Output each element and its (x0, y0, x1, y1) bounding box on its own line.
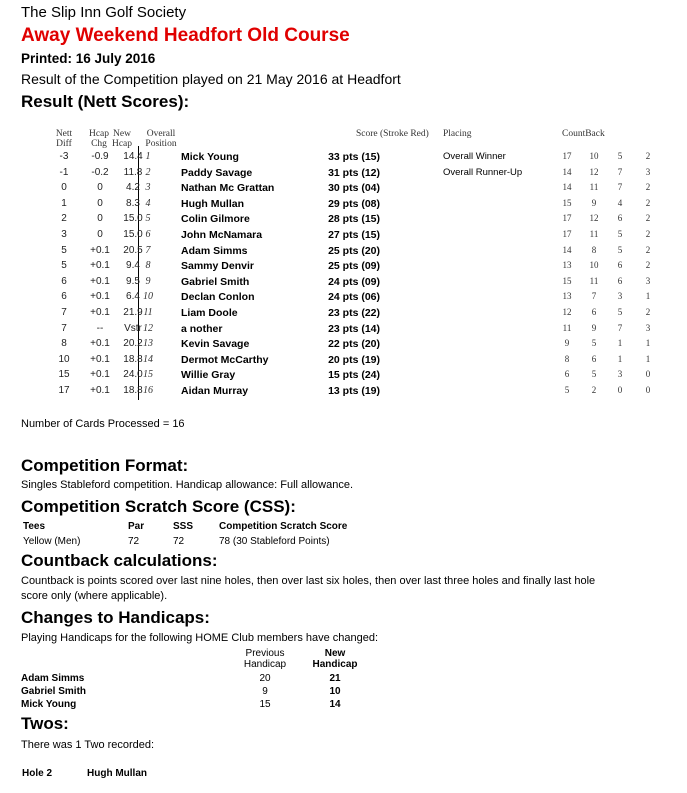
overall-position: 13 (143, 338, 153, 350)
competition-result-line: Result of the Competition played on 21 May 2016 at Headfort (21, 71, 401, 87)
result-row (0, 151, 687, 167)
new-hcap: 18.8 (123, 385, 143, 396)
nett-diff: 7 (61, 322, 67, 334)
score: 22 pts (20) (328, 338, 380, 351)
nett-diff: 10 (58, 353, 70, 365)
countback-1: 2 (645, 151, 651, 161)
result-row (0, 385, 687, 401)
nett-diff: 5 (61, 244, 67, 256)
player-name: a nother (181, 322, 223, 335)
score: 31 pts (12) (328, 166, 380, 179)
hcap-chg: +0.1 (90, 307, 110, 318)
result-row (0, 167, 687, 183)
score: 23 pts (22) (328, 307, 380, 319)
col-overall-position-line2: Position (145, 139, 177, 149)
countback-3: 6 (617, 275, 623, 286)
new-hcap: 14.4 (123, 151, 143, 162)
handicap-row-previous: 15 (259, 699, 271, 710)
css-header-sss: SSS (173, 521, 194, 532)
col-placing: Placing (443, 129, 472, 139)
css-scratch-score-value: 78 (30 Stableford Points) (219, 536, 330, 547)
overall-position: 2 (145, 166, 151, 178)
countback-3: 4 (617, 197, 623, 208)
css-par-value: 72 (128, 536, 140, 547)
result-row (0, 182, 687, 198)
countback-9: 8 (564, 353, 570, 364)
new-hcap: 21.9 (123, 307, 143, 318)
countback-1: 2 (645, 244, 651, 255)
score: 33 pts (15) (328, 151, 380, 163)
countback-3: 6 (617, 260, 623, 271)
score: 25 pts (20) (328, 244, 380, 257)
overall-position: 6 (145, 229, 151, 240)
countback-9: 15 (562, 197, 572, 208)
col-new-hcap-line1: New (113, 129, 131, 139)
result-row (0, 307, 687, 323)
placing: Overall Runner-Up (443, 166, 523, 178)
player-name: Liam Doole (181, 307, 238, 319)
new-hcap: 24.0 (123, 369, 143, 381)
countback-3: 1 (617, 338, 623, 349)
handicaps-heading: Changes to Handicaps: (21, 608, 210, 627)
handicaps-intro: Playing Handicaps for the following HOME Club members have changed: (21, 632, 379, 644)
col-hcap-chg-line2: Chg (91, 139, 107, 149)
score: 13 pts (19) (328, 385, 380, 397)
countback-6: 12 (589, 213, 599, 224)
player-name: Gabriel Smith (181, 275, 250, 288)
hcap-chg: +0.1 (90, 291, 110, 303)
new-hcap: 15.0 (123, 229, 143, 240)
countback-1: 2 (645, 197, 651, 208)
player-name: Paddy Savage (181, 166, 253, 179)
countback-6: 6 (591, 307, 597, 317)
score: 15 pts (24) (328, 369, 380, 382)
result-row (0, 354, 687, 370)
countback-9: 13 (562, 260, 572, 271)
countback-9: 15 (562, 275, 572, 286)
countback-1: 2 (645, 182, 651, 193)
countback-3: 5 (617, 229, 623, 239)
hcap-chg: -- (96, 322, 104, 334)
countback-9: 14 (562, 244, 572, 255)
hcap-chg: 0 (97, 197, 103, 209)
col-new-hcap (105, 129, 139, 149)
score: 24 pts (06) (328, 291, 380, 304)
printed-date: Printed: 16 July 2016 (21, 51, 156, 66)
score: 27 pts (15) (328, 229, 380, 241)
overall-position: 4 (145, 197, 151, 209)
countback-6: 2 (591, 385, 597, 395)
hcap-chg: +0.1 (90, 385, 110, 396)
countback-1: 1 (645, 291, 651, 302)
overall-position: 10 (143, 291, 153, 303)
player-name: Declan Conlon (181, 291, 255, 304)
society-name: The Slip Inn Golf Society (21, 4, 187, 21)
countback-6: 11 (589, 229, 599, 239)
countback-6: 11 (589, 182, 599, 193)
hcap-chg: -0.2 (91, 166, 109, 178)
player-name: Nathan Mc Grattan (181, 182, 275, 195)
countback-9: 9 (564, 338, 570, 349)
countback-3: 0 (617, 385, 623, 395)
new-hcap: 20.2 (123, 338, 143, 350)
countback-6: 8 (591, 244, 597, 255)
countback-9: 12 (562, 307, 572, 317)
hcap-chg: 0 (97, 213, 103, 225)
overall-position: 15 (143, 369, 153, 381)
score: 29 pts (08) (328, 197, 380, 210)
countback-3: 7 (617, 182, 623, 193)
countback-9: 5 (564, 385, 570, 395)
new-hcap: 18.8 (123, 353, 143, 365)
hcap-chg: -0.9 (91, 151, 109, 162)
countback-3: 3 (617, 291, 623, 302)
nett-diff: -1 (59, 166, 69, 178)
format-heading: Competition Format: (21, 456, 189, 475)
countback-6: 12 (589, 166, 599, 177)
countback-6: 10 (589, 260, 599, 271)
format-text: Singles Stableford competition. Handicap allowance: Full allowance. (21, 479, 354, 491)
handicap-row-name: Gabriel Smith (21, 686, 87, 697)
countback-1: 0 (645, 369, 651, 380)
countback-1: 3 (645, 322, 651, 333)
col-nett-diff-line2: Diff (56, 139, 72, 149)
nett-diff: 1 (61, 197, 67, 209)
hcap-chg: +0.1 (90, 275, 110, 287)
countback-6: 9 (591, 197, 597, 208)
hcap-chg: 0 (97, 229, 103, 240)
col-nett-diff-line1: Nett (55, 129, 73, 139)
handicap-row-new: 21 (329, 673, 341, 684)
countback-3: 5 (617, 307, 623, 317)
player-name: John McNamara (181, 229, 263, 241)
player-name: Aidan Murray (181, 385, 249, 397)
score: 28 pts (15) (328, 213, 380, 226)
countback-1: 0 (645, 385, 651, 395)
cards-processed: Number of Cards Processed = 16 (21, 418, 185, 430)
countback-3: 5 (617, 151, 623, 161)
twos-heading: Twos: (21, 714, 69, 733)
countback-1: 2 (645, 307, 651, 317)
col-countback: CountBack (562, 129, 605, 139)
score: 30 pts (04) (328, 182, 380, 195)
result-row (0, 198, 687, 214)
countback-text-line2: score only (where applicable). (21, 590, 168, 602)
new-handicap-header-line2: Handicap (312, 659, 358, 670)
nett-diff: 7 (61, 307, 67, 318)
col-overall-position (138, 129, 184, 149)
countback-6: 10 (589, 151, 599, 161)
score: 23 pts (14) (328, 322, 380, 335)
report-title: Away Weekend Headfort Old Course (21, 25, 350, 46)
col-new-hcap-line2: Hcap (111, 139, 133, 149)
countback-6: 5 (591, 338, 597, 349)
nett-diff: 6 (61, 291, 67, 303)
hcap-chg: +0.1 (90, 369, 110, 381)
hcap-chg: +0.1 (90, 244, 110, 256)
result-row (0, 276, 687, 292)
nett-diff: 17 (58, 385, 70, 396)
score: 20 pts (19) (328, 353, 380, 366)
score: 24 pts (09) (328, 275, 380, 288)
player-name: Willie Gray (181, 369, 236, 382)
countback-9: 14 (562, 166, 572, 177)
nett-diff: 15 (58, 369, 70, 381)
col-hcap-chg-line1: Hcap (88, 129, 110, 139)
nett-diff: 2 (61, 213, 67, 225)
countback-heading: Countback calculations: (21, 551, 218, 570)
nett-diff: -3 (59, 151, 69, 162)
handicap-row-new: 10 (329, 686, 341, 697)
nett-diff: 5 (61, 260, 67, 272)
new-hcap: 4.2 (126, 182, 140, 194)
countback-6: 6 (591, 353, 597, 364)
countback-3: 7 (617, 166, 623, 177)
countback-3: 3 (617, 369, 623, 380)
twos-hole: Hole 2 (22, 768, 53, 779)
col-overall-position-line1: Overall (146, 129, 176, 139)
overall-position: 1 (145, 151, 151, 162)
handicap-row-previous: 20 (259, 673, 271, 684)
result-row (0, 213, 687, 229)
col-nett-diff (48, 129, 80, 149)
player-name: Sammy Denvir (181, 260, 254, 273)
overall-position: 14 (143, 353, 153, 365)
results-heading: Result (Nett Scores): (21, 92, 190, 111)
css-header-par: Par (128, 521, 145, 532)
countback-3: 7 (617, 322, 623, 333)
countback-9: 6 (564, 369, 570, 380)
countback-1: 2 (645, 213, 651, 224)
hcap-chg: +0.1 (90, 353, 110, 365)
overall-position: 11 (143, 307, 153, 318)
overall-position: 7 (145, 244, 151, 256)
player-name: Hugh Mullan (181, 197, 244, 210)
previous-handicap-header-line1: Previous (245, 648, 285, 659)
overall-position: 8 (145, 260, 151, 272)
player-name: Dermot McCarthy (181, 353, 269, 366)
new-hcap: 8.3 (126, 197, 140, 209)
countback-3: 1 (617, 353, 623, 364)
player-name: Mick Young (181, 151, 239, 163)
nett-diff: 6 (61, 275, 67, 287)
handicap-row-previous: 9 (262, 686, 268, 697)
countback-3: 5 (617, 244, 623, 255)
new-hcap: Vstr (124, 322, 142, 334)
countback-text-line1: Countback is points scored over last nine holes, then over last six holes, then over last three holes and finally last hole (21, 575, 596, 587)
countback-9: 17 (562, 229, 572, 239)
nett-diff: 3 (61, 229, 67, 240)
countback-9: 13 (562, 291, 572, 302)
twos-intro: There was 1 Two recorded: (21, 739, 155, 751)
countback-1: 2 (645, 260, 651, 271)
col-score: Score (Stroke Red) (356, 129, 429, 139)
countback-1: 3 (645, 166, 651, 177)
overall-position: 5 (145, 213, 151, 225)
new-hcap: 9.4 (126, 260, 140, 272)
new-handicap-header-line1: New (324, 648, 346, 659)
hcap-chg: +0.1 (90, 260, 110, 272)
twos-player: Hugh Mullan (87, 768, 147, 779)
nett-diff: 8 (61, 338, 67, 350)
hcap-chg: 0 (97, 182, 103, 194)
countback-3: 6 (617, 213, 623, 224)
countback-6: 5 (591, 369, 597, 380)
countback-1: 2 (645, 229, 651, 239)
placing: Overall Winner (443, 151, 506, 162)
countback-9: 11 (562, 322, 572, 333)
css-header-tees: Tees (23, 521, 46, 532)
player-name: Colin Gilmore (181, 213, 250, 226)
hcap-chg: +0.1 (90, 338, 110, 350)
countback-6: 9 (591, 322, 597, 333)
score: 25 pts (09) (328, 260, 380, 273)
handicap-row-name: Mick Young (21, 699, 77, 710)
css-header-scratch-score: Competition Scratch Score (219, 521, 348, 532)
result-row (0, 369, 687, 385)
handicap-row-name: Adam Simms (21, 673, 85, 684)
overall-position: 12 (143, 322, 153, 334)
nett-diff: 0 (61, 182, 67, 194)
previous-handicap-header-line2: Handicap (243, 659, 287, 670)
player-name: Kevin Savage (181, 338, 250, 351)
result-row (0, 245, 687, 261)
result-row (0, 338, 687, 354)
countback-6: 7 (591, 291, 597, 302)
new-hcap: 20.5 (123, 244, 143, 256)
css-heading: Competition Scratch Score (CSS): (21, 497, 296, 516)
countback-1: 1 (645, 353, 651, 364)
new-hcap: 6.4 (126, 291, 140, 303)
countback-6: 11 (589, 275, 599, 286)
countback-1: 1 (645, 338, 651, 349)
overall-position: 9 (145, 275, 151, 287)
css-tees-value: Yellow (Men) (23, 536, 81, 547)
overall-position: 3 (145, 182, 151, 194)
new-hcap: 9.5 (126, 275, 140, 287)
countback-9: 14 (562, 182, 572, 193)
result-row (0, 260, 687, 276)
previous-handicap-header (235, 648, 295, 670)
new-handicap-header (305, 648, 365, 670)
handicap-row-new: 14 (329, 699, 341, 710)
css-sss-value: 72 (173, 536, 185, 547)
result-row (0, 229, 687, 245)
result-row (0, 323, 687, 339)
player-name: Adam Simms (181, 244, 248, 257)
new-hcap: 15.0 (123, 213, 143, 225)
overall-position: 16 (143, 385, 153, 396)
countback-9: 17 (562, 151, 572, 161)
result-row (0, 291, 687, 307)
countback-9: 17 (562, 213, 572, 224)
new-hcap: 11.8 (123, 166, 143, 178)
countback-1: 3 (645, 275, 651, 286)
